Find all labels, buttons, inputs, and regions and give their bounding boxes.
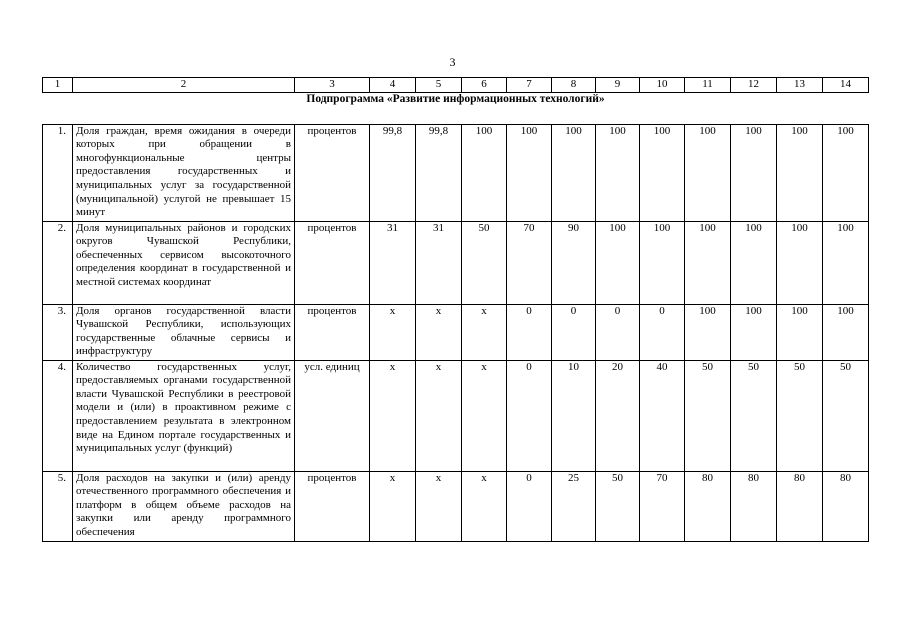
value-cell: x: [370, 304, 416, 360]
value-cell: 90: [552, 221, 596, 304]
value-cell: 50: [823, 360, 869, 471]
column-number: 2: [73, 78, 295, 93]
indicator-name: Доля муниципальных районов и городских округов Чувашской Республики, обеспеченных сервисом высокоточного определения координат в государственной и местной системах координат: [73, 221, 295, 304]
value-cell: 0: [507, 304, 552, 360]
value-cell: 99,8: [370, 124, 416, 221]
row-number: 3.: [43, 304, 73, 360]
value-cell: x: [370, 471, 416, 541]
value-cell: 100: [777, 304, 823, 360]
table-row: [43, 221, 869, 304]
value-cell: 80: [685, 471, 731, 541]
value-cell: 100: [640, 124, 685, 221]
value-cell: 100: [596, 124, 640, 221]
unit-cell: процентов: [295, 221, 370, 304]
value-cell: 100: [777, 124, 823, 221]
value-cell: 31: [416, 221, 462, 304]
column-number-row: [43, 78, 869, 93]
value-cell: x: [462, 360, 507, 471]
value-cell: 99,8: [416, 124, 462, 221]
unit-cell: процентов: [295, 124, 370, 221]
value-cell: 100: [823, 124, 869, 221]
value-cell: x: [462, 304, 507, 360]
column-number: 6: [462, 78, 507, 93]
row-number: 2.: [43, 221, 73, 304]
value-cell: x: [370, 360, 416, 471]
column-number: 3: [295, 78, 370, 93]
table-row: [43, 304, 869, 360]
indicator-name: Доля расходов на закупки и (или) аренду отечественного программного обеспечения и платформ в общем объеме расходов на закупки или аренду программного обеспечения: [73, 471, 295, 541]
value-cell: 50: [731, 360, 777, 471]
value-cell: 100: [685, 221, 731, 304]
indicator-name: Доля органов государственной власти Чувашской Республики, использующих государственные облачные сервисы и инфраструктуру: [73, 304, 295, 360]
row-number: 1.: [43, 124, 73, 221]
table-row: [43, 471, 869, 541]
value-cell: 0: [596, 304, 640, 360]
column-number: 12: [731, 78, 777, 93]
value-cell: x: [416, 360, 462, 471]
column-number: 11: [685, 78, 731, 93]
value-cell: 40: [640, 360, 685, 471]
column-number: 1: [43, 78, 73, 93]
unit-cell: процентов: [295, 304, 370, 360]
column-number: 7: [507, 78, 552, 93]
value-cell: 100: [731, 124, 777, 221]
page-number: 3: [449, 55, 456, 69]
value-cell: 50: [462, 221, 507, 304]
value-cell: 100: [507, 124, 552, 221]
indicator-name: Количество государственных услуг, предоставляемых органами государственной власти Чувашской Республики в реестровой модели и (или) в проактивном режиме с предоставлением результата в электронном виде на Едином портале государственных и муниципальных услуг (функций): [73, 360, 295, 471]
unit-cell: усл. единиц: [295, 360, 370, 471]
indicators-table: [42, 77, 869, 542]
value-cell: 100: [731, 304, 777, 360]
value-cell: 100: [462, 124, 507, 221]
column-number: 9: [596, 78, 640, 93]
table-row: [43, 124, 869, 221]
value-cell: 10: [552, 360, 596, 471]
value-cell: x: [416, 471, 462, 541]
value-cell: 80: [731, 471, 777, 541]
column-number: 13: [777, 78, 823, 93]
value-cell: x: [462, 471, 507, 541]
value-cell: 100: [685, 304, 731, 360]
value-cell: 100: [823, 221, 869, 304]
value-cell: 80: [777, 471, 823, 541]
value-cell: 100: [731, 221, 777, 304]
value-cell: 100: [596, 221, 640, 304]
indicator-name: Доля граждан, время ожидания в очереди которых при обращении в многофункциональные центры предоставления государственных и муниципальных услуг за государственной (муниципальной) услугой не превышает 15 минут: [73, 124, 295, 221]
value-cell: 50: [596, 471, 640, 541]
value-cell: 70: [507, 221, 552, 304]
value-cell: 100: [685, 124, 731, 221]
row-number: 5.: [43, 471, 73, 541]
value-cell: 0: [552, 304, 596, 360]
column-number: 4: [370, 78, 416, 93]
value-cell: 25: [552, 471, 596, 541]
value-cell: 100: [552, 124, 596, 221]
column-number: 10: [640, 78, 685, 93]
section-row: [43, 92, 869, 124]
section-title: Подпрограмма «Развитие информационных технологий»: [43, 92, 869, 124]
unit-cell: процентов: [295, 471, 370, 541]
value-cell: 31: [370, 221, 416, 304]
value-cell: 0: [640, 304, 685, 360]
table-row: [43, 360, 869, 471]
value-cell: 50: [685, 360, 731, 471]
value-cell: 70: [640, 471, 685, 541]
value-cell: 100: [777, 221, 823, 304]
value-cell: 80: [823, 471, 869, 541]
value-cell: 50: [777, 360, 823, 471]
column-number: 8: [552, 78, 596, 93]
row-number: 4.: [43, 360, 73, 471]
value-cell: 20: [596, 360, 640, 471]
value-cell: 100: [823, 304, 869, 360]
value-cell: x: [416, 304, 462, 360]
value-cell: 100: [640, 221, 685, 304]
value-cell: 0: [507, 360, 552, 471]
column-number: 5: [416, 78, 462, 93]
column-number: 14: [823, 78, 869, 93]
value-cell: 0: [507, 471, 552, 541]
